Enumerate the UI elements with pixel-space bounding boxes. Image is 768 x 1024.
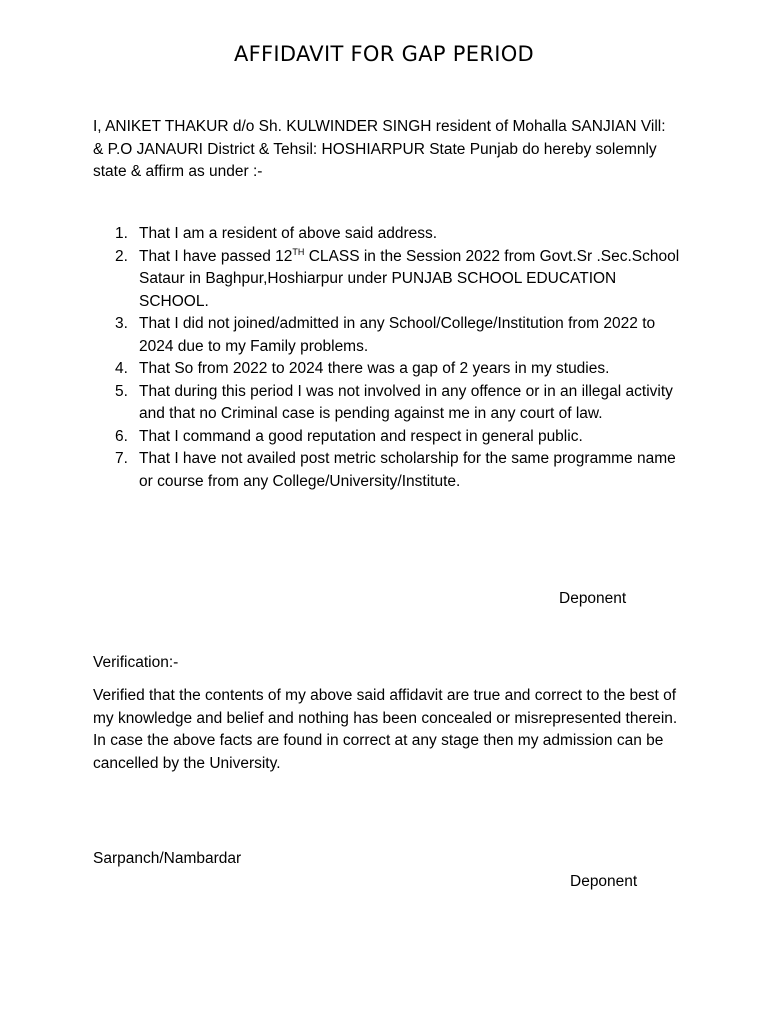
list-item-text: That I am a resident of above said address. — [139, 225, 438, 242]
affirmation-list — [93, 223, 683, 493]
deponent-label-bottom: Deponent — [570, 873, 638, 890]
deponent-label: Deponent — [559, 590, 627, 607]
list-item-text: That So from 2022 to 2024 there was a gap of 2 years in my studies. — [139, 360, 610, 377]
list-item-number: 2. — [115, 247, 128, 265]
list-item — [93, 381, 683, 426]
list-item-text: That during this period I was not involved in any offence or in an illegal activity and that no Criminal case is pending against me in any court of law. — [139, 382, 673, 422]
list-item-text-pre: That I have passed 12 — [139, 247, 293, 265]
list-item — [93, 358, 683, 381]
list-item-text: That I have not availed post metric scholarship for the same programme name or course from any College/University/Institute. — [139, 450, 676, 490]
list-item — [93, 223, 683, 246]
list-item-number: 1. — [115, 225, 128, 242]
list-item-number: 5. — [115, 382, 128, 400]
list-item-number: 3. — [115, 315, 128, 332]
list-item-text: That I command a good reputation and respect in general public. — [139, 427, 583, 445]
list-item-number: 6. — [115, 427, 128, 445]
list-item — [93, 313, 683, 358]
superscript-th: TH — [292, 246, 305, 257]
verification-heading: Verification:- — [93, 654, 179, 671]
list-item-text: That I did not joined/admitted in any School/College/Institution from 2022 to 2024 due to my Family problems. — [139, 315, 656, 355]
list-item-text-post: CLASS in the Session 2022 from Govt.Sr .Sec.School Sataur in Baghpur,Hoshiarpur under PUNJAB SCHOOL EDUCATION SCHOOL. — [139, 247, 680, 310]
verification-text: Verified that the contents of my above said affidavit are true and correct to the best of my knowledge and belief and nothing has been concealed or misrepresented therein. In case the above facts are found in correct at any stage then my admission can be cancelled by the University. — [93, 687, 678, 772]
list-item — [93, 426, 683, 449]
list-item-number: 4. — [115, 360, 128, 377]
sarpanch-label: Sarpanch/Nambardar — [93, 850, 242, 867]
list-item — [93, 246, 683, 314]
document-title: AFFIDAVIT FOR GAP PERIOD — [233, 42, 535, 66]
list-item — [93, 448, 683, 493]
list-item-number: 7. — [115, 450, 128, 467]
intro-paragraph: I, ANIKET THAKUR d/o Sh. KULWINDER SINGH resident of Mohalla SANJIAN Vill: & P.O JANAURI District & Tehsil: HOSHIARPUR State Punjab do hereby solemnly state & affirm as under :- — [93, 118, 666, 180]
